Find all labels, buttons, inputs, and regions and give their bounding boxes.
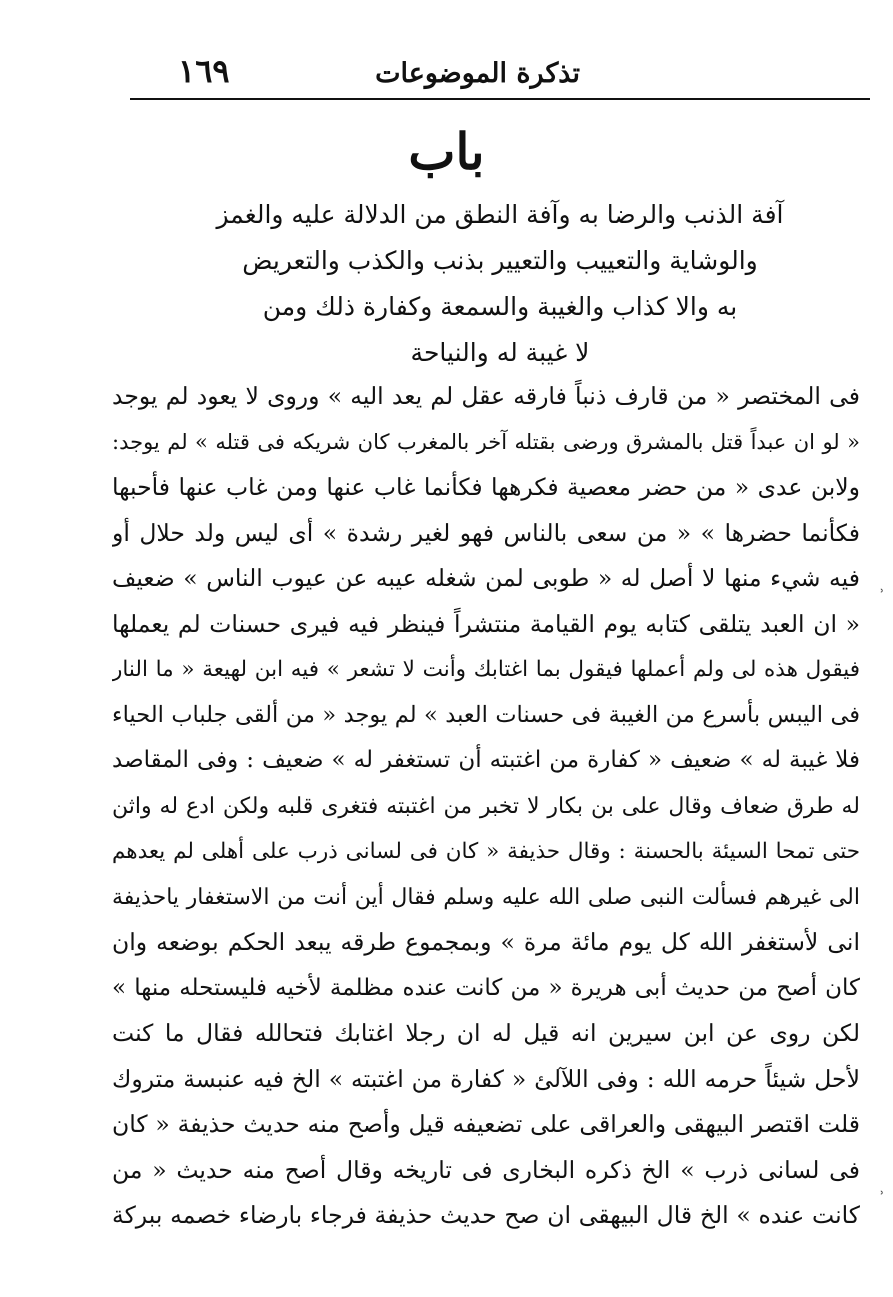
chapter-title-line: والوشاية والتعييب والتعيير بذنب والكذب والتعريض (242, 246, 758, 275)
body-line: لكن روى عن ابن سيرين انه قيل له ان رجلا اغتابك فتحالله فقال ما كنت (112, 1019, 860, 1047)
body-line: قلت اقتصر البيهقى والعراقى على تضعيفه قيل وأصح منه حديث حذيفة « كان (112, 1110, 860, 1138)
page-number: ١٦٩ (178, 52, 230, 90)
body-line: حتى تمحا السيئة بالحسنة : وقال حذيفة « كان فى لسانى ذرب على أهلى لم يعدهم (112, 839, 860, 864)
body-text (112, 374, 860, 1239)
margin-mark: ˒ (880, 1186, 885, 1202)
body-line: ولابن عدى « من حضر معصية فكرهها فكأنما غاب عنها ومن غاب عنها فأحبها (112, 473, 860, 501)
body-line: فى المختصر « من قارف ذنباً فارقه عقل لم يعد اليه » وروى لا يعود لم يوجد (112, 382, 860, 410)
body-line: « ان العبد يتلقى كتابه يوم القيامة منتشراً فينظر فيه فيرى حسنات لم يعملها (112, 609, 860, 638)
chapter-heading: باب (408, 122, 485, 181)
margin-mark: ˒ (880, 584, 885, 600)
body-line: فيقول هذه لى ولم أعملها فيقول بما اغتابك وأنت لا تشعر » فيه ابن لهيعة « ما النار (112, 657, 860, 682)
body-line: فى لسانى ذرب » الخ ذكره البخارى فى تاريخه وقال أصح منه حديث « من (112, 1155, 860, 1184)
body-line: انى لأستغفر الله كل يوم مائة مرة » وبمجموع طرقه يبعد الحكم بوضعه وان (112, 928, 860, 956)
chapter-title-line: به والا كذاب والغيبة والسمعة وكفارة ذلك ومن (262, 292, 738, 321)
body-line: له طرق ضعاف وقال على بن بكار لا تخبر من اغتبته فتغرى قلبه ولكن ادع له واثن (112, 793, 860, 819)
chapter-title-block (150, 192, 850, 376)
body-line: الى غيرهم فسألت النبى صلى الله عليه وسلم فقال أين أنت من الاستغفار ياحذيفة (112, 884, 860, 910)
body-line: « لو ان عبداً قتل بالمشرق ورضى بقتله آخر بالمغرب كان شريكه فى قتله » لم يوجد: (112, 429, 860, 454)
body-line: لأحل شيئاً حرمه الله : وفى اللآلئ « كفارة من اغتبته » الخ فيه عنبسة متروك (112, 1064, 860, 1093)
running-title: تذكرة الموضوعات (375, 58, 580, 89)
body-line: فكأنما حضرها » « من سعى بالناس فهو لغير رشدة » أى ليس ولد حلال أو (112, 518, 860, 547)
body-line: فى اليبس بأسرع من الغيبة فى حسنات العبد » لم يوجد « من ألقى جلباب الحياء (112, 701, 860, 728)
chapter-title-line: لا غيبة له والنياحة (410, 338, 590, 367)
header-rule (130, 98, 870, 100)
chapter-title-line: آفة الذنب والرضا به وآفة النطق من الدلالة عليه والغمز (216, 200, 784, 229)
page-header (150, 52, 850, 100)
body-line: كان أصح من حديث أبى هريرة « من كانت عنده مظلمة لأخيه فليستحله منها » (112, 974, 860, 1001)
body-line: كانت عنده » الخ قال البيهقى ان صح حديث حذيفة فرجاء بارضاء خصمه ببركة (112, 1201, 860, 1229)
body-line: فيه شيء منها لا أصل له « طوبى لمن شغله عيبه عن عيوب الناس » ضعيف (112, 564, 860, 592)
body-line: فلا غيبة له » ضعيف « كفارة من اغتبته أن تستغفر له » ضعيف : وفى المقاصد (112, 747, 860, 773)
